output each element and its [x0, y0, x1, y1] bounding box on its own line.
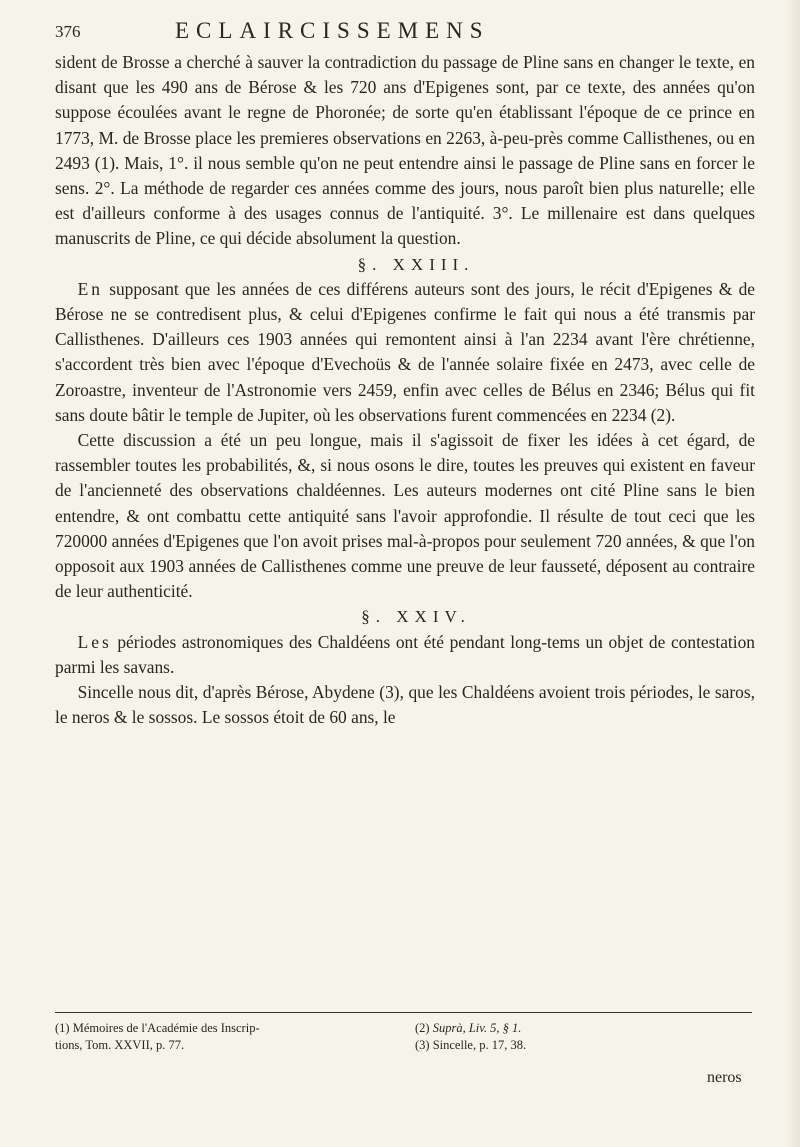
- body-text: [55, 50, 755, 730]
- section-heading: §. XXIV.: [361, 607, 471, 627]
- paragraph: [55, 630, 755, 680]
- paragraph-initial: Les: [77, 631, 112, 652]
- footnote-3: (3) Sincelle, p. 17, 38.: [415, 1038, 527, 1052]
- paragraph: Cette discussion a été un peu longue, mais il s'agissoit de fixer les idées à cet égard, de rassembler toutes les probabilités, &, si nous osons le dire, toutes les preuves qui existent en faveur de l'ancienneté des observations chaldéennes. Les auteurs modernes ont cité Pline sans le bien entendre, & ont combattu cette antiquité sans l'avoir approfondie. Il résulte de tout ceci que les 720000 années d'Epigenes que l'on avoit prises mal-à-propos pour seulement 720 années, & que l'on opposoit aux 1903 années de Callisthenes comme une preuve de leur fausseté, déposent au contraire de leur authenticité.: [55, 430, 755, 602]
- footnote-column-left: [55, 1020, 385, 1054]
- paragraph-text: supposant que les années de ces différens auteurs sont des jours, le récit d'Epigenes & de Bérose ne se contredisent plus, & celui d'Epigenes confirme le fait qui nous a été transmis par Callisthenes. D'ailleurs ces 1903 années qui remontent ainsi à l'an 2234 avant l'ère chrétienne, s'accordent très bien avec l'époque d'Evechoüs & de l'année solaire fixée en 2473, avec celle de Zoroastre, inventeur de l'Astronomie vers 2459, enfin avec celles de Bélus en 2346; Bélus qui fit sans doute bâtir le temple de Jupiter, où les observations furent commencées en 2234 (2).: [55, 278, 755, 425]
- page-header: [55, 18, 755, 48]
- paragraph-text: périodes astronomiques des Chaldéens ont été pendant long-tems un objet de contestation parmi les savans.: [55, 631, 755, 677]
- footnote-2-text: Suprà, Liv. 5, § 1.: [432, 1021, 522, 1035]
- footnote-column-right: [415, 1020, 755, 1054]
- section-heading: §. XXIII.: [357, 254, 475, 274]
- footnote-2: [415, 1020, 755, 1037]
- paragraph-initial: En: [77, 278, 103, 299]
- footnote-1-line2: tions, Tom. XXVII, p. 77.: [55, 1038, 185, 1052]
- footnote-2-mark: (2): [415, 1021, 430, 1035]
- paragraph: [55, 277, 755, 428]
- running-title: ECLAIRCISSEMENS: [175, 18, 490, 43]
- page-edge-shadow: [786, 0, 800, 1147]
- paragraph: sident de Brosse a cherché à sauver la contradiction du passage de Pline sans en changer le texte, en disant que les 490 ans de Bérose & les 720 ans d'Epigenes sont, par ce texte, des années qu'on suppose écoulées avant le regne de Phoronée; de sorte qu'en établissant l'époque de ce prince en 1773, M. de Brosse place les premieres observations en 2263, à-peu-près comme Callisthenes, ou en 2493 (1). Mais, 1°. il nous semble qu'on ne peut entendre ainsi le passage de Pline sans en forcer le sens. 2°. La méthode de regarder ces années comme des jours, nous paroît bien plus naturelle; elle est d'ailleurs conforme à des usages connus de l'antiquité. 3°. Le millenaire est dans quelques manuscrits de Pline, ce qui décide absolument la question.: [55, 52, 755, 249]
- catchword: neros: [707, 1069, 742, 1086]
- footnote-rule: [55, 1012, 752, 1013]
- paragraph: Sincelle nous dit, d'après Bérose, Abydene (3), que les Chaldéens avoient trois périodes, le saros, le neros & le sossos. Le sossos étoit de 60 ans, le: [55, 682, 755, 728]
- page-number: 376: [55, 22, 81, 41]
- footnote-1-line1: (1) Mémoires de l'Académie des Inscrip-: [55, 1021, 260, 1035]
